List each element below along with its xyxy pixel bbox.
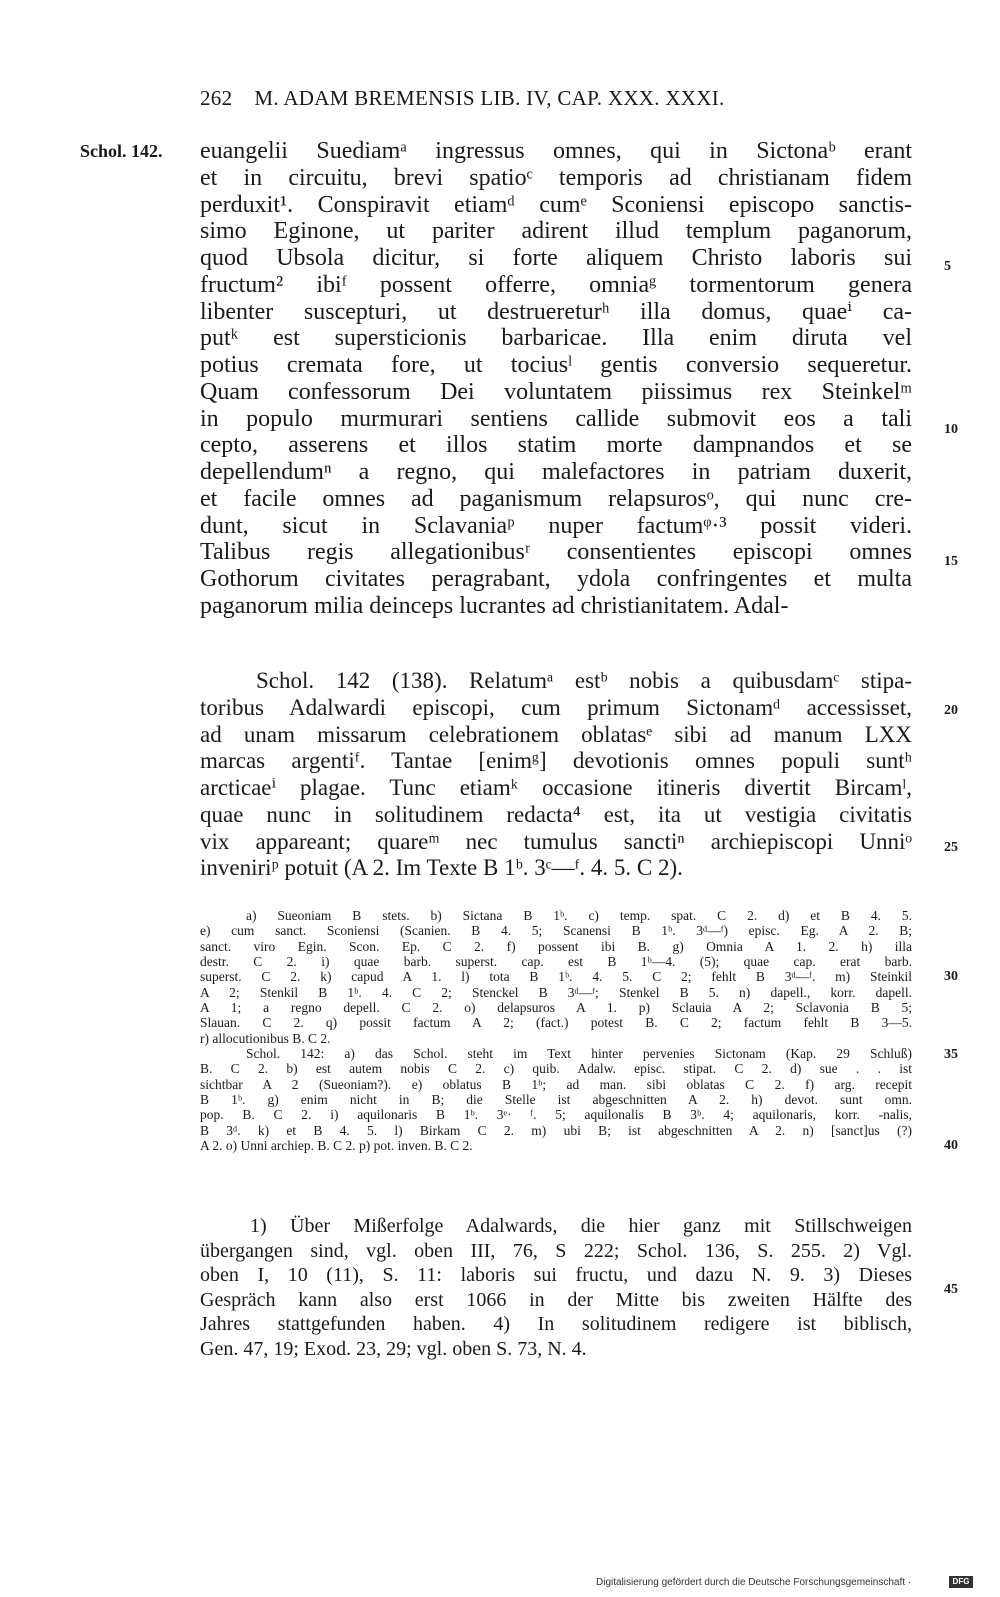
scholion-line: ad unam missarum celebrationem oblatasᵉ sibi ad manum LXX (200, 721, 912, 747)
scholion-line: inveniriᵖ potuit (A 2. Im Texte B 1ᵇ. 3ᶜ—ᶠ. 4. 5. C 2). (200, 855, 683, 881)
main-line: Gothorum civitates peragrabant, ydola confringentes et multa (200, 566, 912, 592)
main-line: potius cremata fore, ut tociusˡ gentis conversio sequeretur. (200, 352, 912, 378)
apparatus-line: B 3ᵈ. k) et B 4. 5. l) Birkam C 2. m) ubi B; ist abgeschnitten A 2. n) [sanct]us (?) (200, 1122, 912, 1138)
dfg-logo-icon: DFG (949, 1576, 973, 1588)
apparatus-line: A 1; a regno depell. C 2. o) delapsuros A 1. p) Sclauia A 2; Sclavonia B 5; (200, 1000, 912, 1016)
main-text (200, 138, 912, 620)
main-line: Quam confessorum Dei voluntatem piissimus rex Steinkelᵐ (200, 378, 912, 405)
line-number: 20 (944, 703, 958, 718)
main-line: quod Ubsola dicitur, si forte aliquem Christo laboris sui (200, 245, 912, 271)
scholion-line: arcticaeⁱ plagae. Tunc etiamᵏ occasione itineris divertit Bircamˡ, (200, 775, 912, 800)
footnote-line: Jahres stattgefunden haben. 4) In solitudinem redigere ist biblisch, (200, 1313, 912, 1335)
line-number: 30 (944, 969, 958, 984)
apparatus-line: a) Sueoniam B stets. b) Sictana B 1ᵇ. c) temp. spat. C 2. d) et B 4. 5. (246, 908, 912, 923)
main-line: Talibus regis allegationibusʳ consentientes episcopi omnes (200, 539, 912, 566)
main-line: fructum² ibiᶠ possent offerre, omniaᵍ tormentorum genera (200, 271, 912, 298)
digitization-credit: Digitalisierung gefördert durch die Deutsche Forschungsgemeinschaft · (596, 1577, 912, 1588)
footnote-line: 1) Über Mißerfolge Adalwards, die hier ganz mit Stillschweigen (250, 1215, 912, 1237)
line-number: 10 (944, 422, 958, 437)
apparatus-line: A 2. o) Unni archiep. B. C 2. p) pot. inven. B. C 2. (200, 1138, 473, 1154)
apparatus-line: e) cum sanct. Sconiensi (Scanien. B 4. 5; Scanensi B 1ᵇ. 3ᵈ—ᶠ) episc. Eg. A 2. B; (200, 923, 912, 939)
apparatus-line: sanct. viro Egin. Scon. Ep. C 2. f) possent ibi B. g) Omnia A 1. 2. h) illa (200, 938, 912, 954)
apparatus-line: superst. C 2. k) capud A 1. l) tota B 1ᵇ. 4. 5. C 2; fehlt B 3ᵈ—ᶠ. m) Steinkil (200, 969, 912, 985)
apparatus-line: destr. C 2. i) quae barb. superst. cap. est B 1ᵇ—4. (5); quae cap. erat barb. (200, 954, 912, 970)
critical-apparatus (200, 908, 912, 1154)
apparatus-line: A 2; Stenkil B 1ᵇ. 4. C 2; Stenckel B 3ᵈ—ᶠ; Stenkel B 5. n) dapell., korr. dapell. (200, 984, 912, 1000)
line-number: 40 (944, 1138, 958, 1153)
line-number: 5 (944, 259, 951, 274)
line-number: 25 (944, 840, 958, 855)
scholion-line: vix appareant; quareᵐ nec tumulus sanctiⁿ archiepiscopi Unniᵒ (200, 828, 912, 854)
scholion-line: toribus Adalwardi episcopi, cum primum Sictonamᵈ accessisset, (200, 694, 912, 720)
main-line: dunt, sicut in Sclavaniaᵖ nuper factumᵠ·³ possit videri. (200, 512, 912, 539)
main-line: libenter suscepturi, ut destruereturʰ illa domus, quaeⁱ ca- (200, 298, 912, 325)
main-line: cepto, asserens et illos statim morte dampnandos et se (200, 432, 912, 459)
main-line: et facile omnes ad paganismum relapsurosᵒ, qui nunc cre- (200, 485, 912, 512)
running-title: M. ADAM BREMENSIS LIB. IV, CAP. XXX. XXXI. (254, 86, 725, 110)
line-number: 35 (944, 1047, 958, 1062)
main-line: paganorum milia deinceps lucrantes ad christianitatem. Adal- (200, 592, 789, 619)
line-number: 45 (944, 1282, 958, 1297)
main-line: perduxit¹. Conspiravit etiamᵈ cumᵉ Sconiensi episcopo sanctis- (200, 191, 912, 218)
footnote-line: übergangen sind, vgl. oben III, 76, S 222; Schol. 136, S. 255. 2) Vgl. (200, 1239, 912, 1262)
main-line: et in circuitu, brevi spatioᶜ temporis ad christianam fidem (200, 164, 912, 191)
footnote-line: oben I, 10 (11), S. 11: laboris sui fructu, und dazu N. 9. 3) Dieses (200, 1264, 912, 1286)
main-line: depellendumⁿ a regno, qui malefactores in patriam duxerit, (200, 459, 912, 485)
line-number: 15 (944, 554, 958, 569)
scholion-text (200, 668, 912, 882)
page-number: 262 (200, 86, 233, 110)
apparatus-line: Schol. 142: a) das Schol. steht im Text hinter pervenies Sictonam (Kap. 29 Schluß) (246, 1046, 912, 1062)
footnote-line: Gen. 47, 19; Exod. 23, 29; vgl. oben S. 73, N. 4. (200, 1337, 587, 1360)
scholion-line: Schol. 142 (138). Relatumᵃ estᵇ nobis a quibusdamᶜ stipa- (256, 668, 912, 693)
footnote-line: Gespräch kann also erst 1066 in der Mitte bis zweiten Hälfte des (200, 1288, 912, 1311)
apparatus-line: sichtbar A 2 (Sueoniam?). e) oblatus B 1ᵇ; ad man. sibi oblatas C 2. f) arg. recepit (200, 1076, 912, 1092)
scholion-line: marcas argentiᶠ. Tantae [enimᵍ] devotionis omnes populi suntʰ (200, 748, 912, 774)
apparatus-line: Slauan. C 2. q) possit factum A 2; (fact.) potest B. C 2; factum fehlt B 3—5. (200, 1015, 912, 1031)
main-line: euangelii Suediamᵃ ingressus omnes, qui in Sictonaᵇ erant (200, 138, 912, 164)
apparatus-line: r) allocutionibus B. C 2. (200, 1030, 331, 1046)
running-header (200, 86, 900, 111)
footnotes (200, 1214, 912, 1361)
apparatus-line: B 1ᵇ. g) enim nicht in B; die Stelle ist abgeschnitten A 2. h) devot. sunt omn. (200, 1092, 912, 1108)
scholion-line: quae nunc in solitudinem redacta⁴ est, ita ut vestigia civitatis (200, 801, 912, 827)
margin-label: Schol. 142. (80, 141, 163, 161)
apparatus-line: pop. B. C 2. i) aquilonaris B 1ᵇ. 3ᵉ· ᶠ. 5; aquilonalis B 3ᵇ. 4; aquilonaris, korr. -nalis, (200, 1107, 912, 1123)
main-line: putᵏ est supersticionis barbaricae. Illa enim diruta vel (200, 325, 912, 352)
main-line: simo Eginone, ut pariter adirent illud templum paganorum, (200, 218, 912, 245)
main-line: in populo murmurari sentiens callide submovit eos a tali (200, 405, 912, 432)
apparatus-line: B. C 2. b) est autem nobis C 2. c) quib. Adalw. episc. stipat. C 2. d) sue . . ist (200, 1061, 912, 1077)
